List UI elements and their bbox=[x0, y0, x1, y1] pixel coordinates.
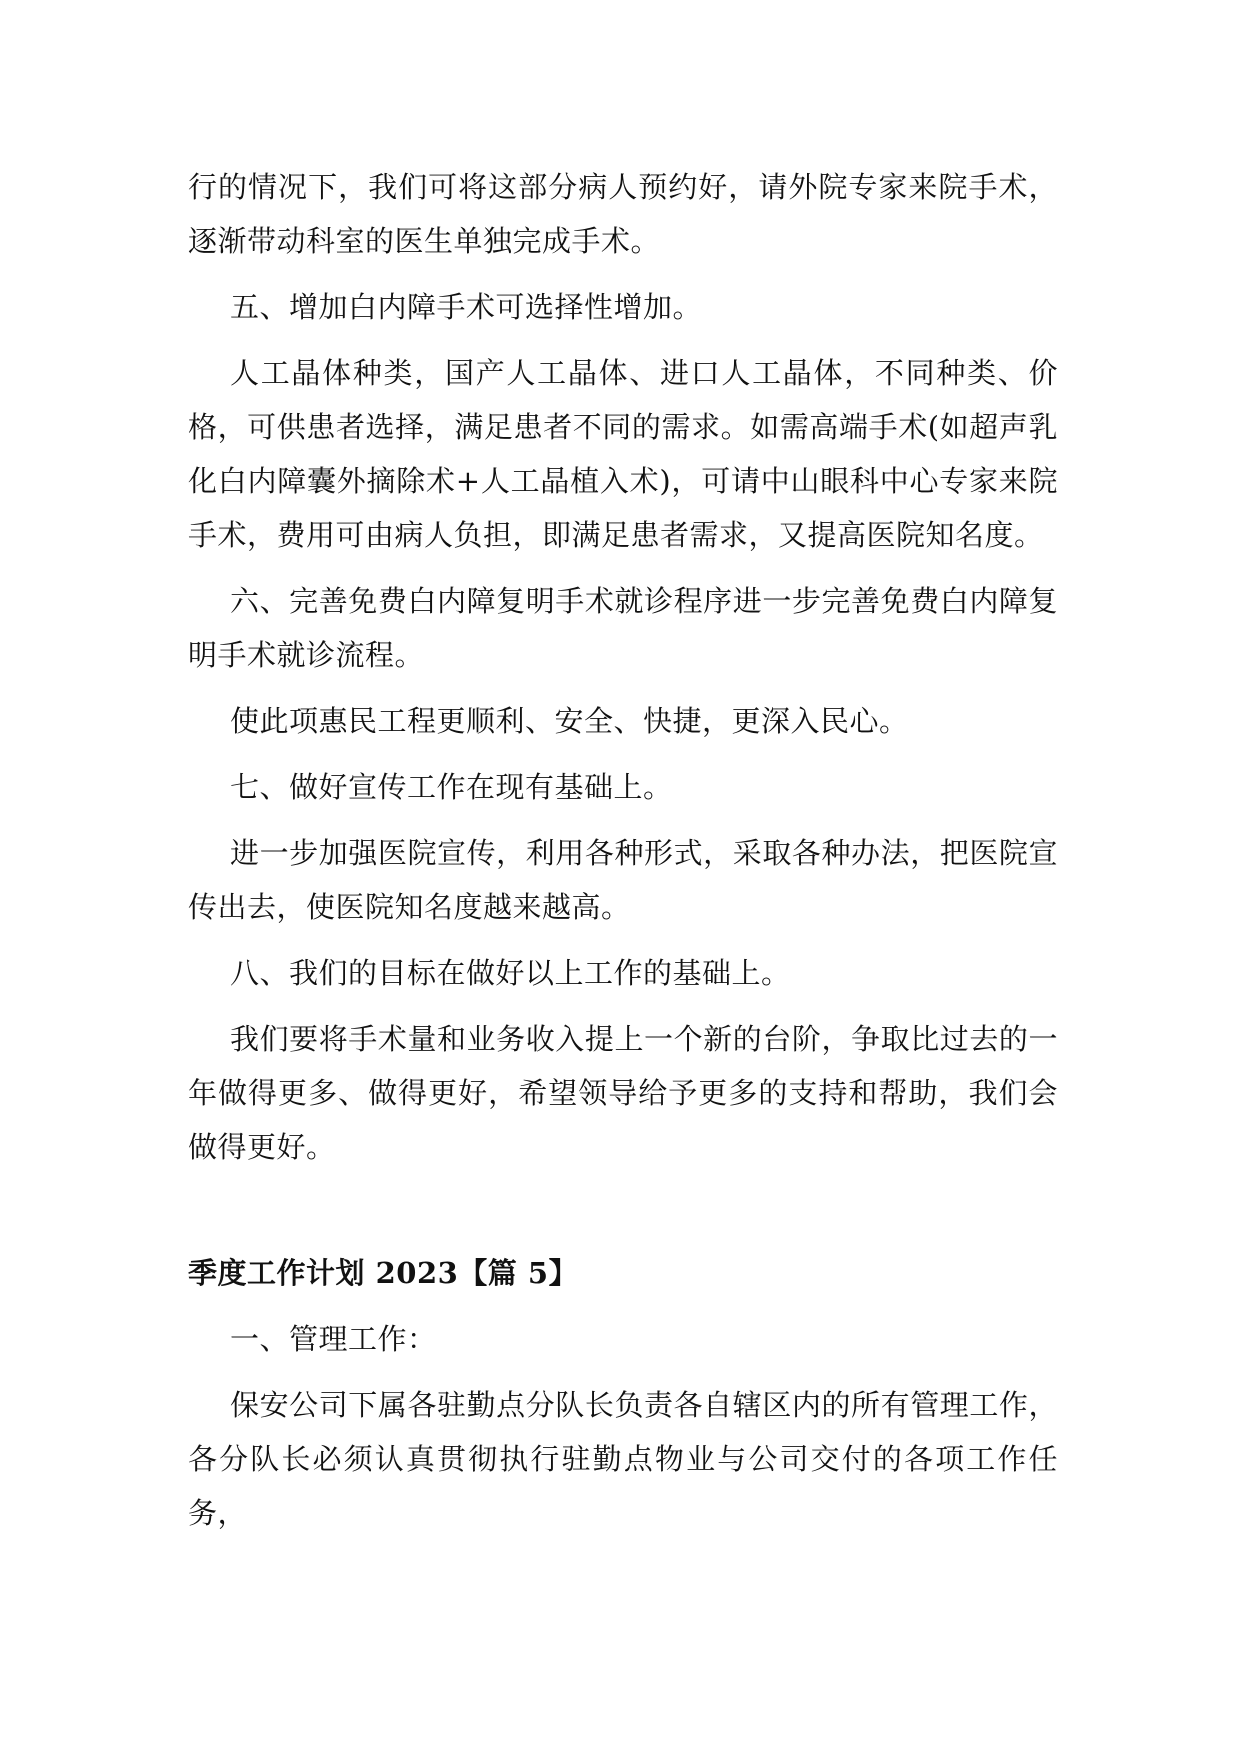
paragraph: 一、管理工作： bbox=[230, 1322, 437, 1356]
paragraph: 保安公司下属各驻勤点分队长负责各自辖区内的所有管理工作，各分队长必须认真贯彻执行驻勤点物业与公司交付的各项工作任务， bbox=[188, 1388, 1058, 1530]
paragraph: 人工晶体种类，国产人工晶体、进口人工晶体，不同种类、价格，可供患者选择，满足患者不同的需求。如需高端手术(如超声乳化白内障囊外摘除术+人工晶植入术)，可请中山眼科中心专家来院手术，费用可由病人负担，即满足患者需求，又提高医院知名度。 bbox=[188, 356, 1058, 552]
section-title: 季度工作计划 2023【篇 5】 bbox=[188, 1256, 579, 1290]
paragraph: 五、增加白内障手术可选择性增加。 bbox=[230, 290, 703, 324]
paragraph: 进一步加强医院宣传，利用各种形式，采取各种办法，把医院宣传出去，使医院知名度越来越高。 bbox=[188, 836, 1058, 924]
document-body bbox=[188, 160, 1058, 1552]
paragraph: 使此项惠民工程更顺利、安全、快捷，更深入民心。 bbox=[230, 704, 909, 738]
paragraph: 我们要将手术量和业务收入提上一个新的台阶，争取比过去的一年做得更多、做得更好，希望领导给予更多的支持和帮助，我们会做得更好。 bbox=[188, 1022, 1058, 1164]
paragraph: 行的情况下，我们可将这部分病人预约好，请外院专家来院手术，逐渐带动科室的医生单独完成手术。 bbox=[188, 170, 1058, 258]
paragraph: 八、我们的目标在做好以上工作的基础上。 bbox=[230, 956, 791, 990]
paragraph: 七、做好宣传工作在现有基础上。 bbox=[230, 770, 673, 804]
paragraph: 六、完善免费白内障复明手术就诊程序进一步完善免费白内障复明手术就诊流程。 bbox=[188, 584, 1058, 672]
